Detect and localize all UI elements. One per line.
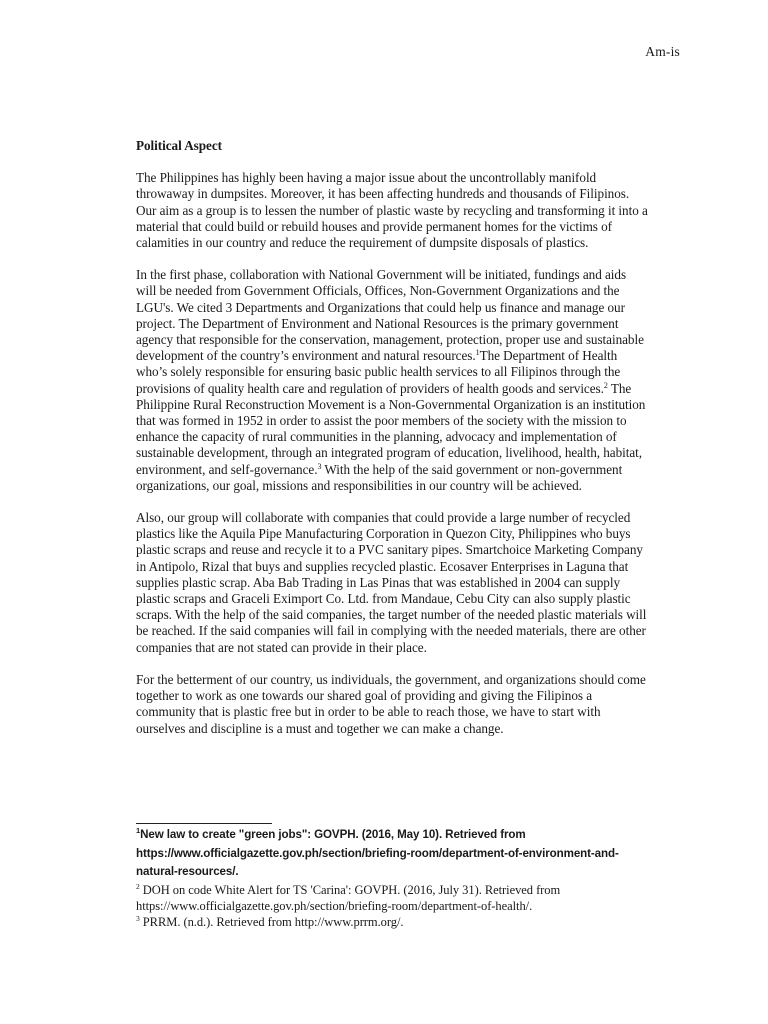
footnote-line bbox=[136, 914, 696, 930]
text-line: sustainable development, through an integrated program of education, livelihood, health, habitat, bbox=[136, 445, 643, 461]
text-line: organizations, our goal, missions and responsibilities in our country will be achieved. bbox=[136, 477, 582, 493]
text-line: companies that are not stated can provide in their place. bbox=[136, 639, 427, 655]
text-line bbox=[136, 462, 681, 478]
paragraph-1 bbox=[136, 170, 681, 251]
text-line: calamities in our country and reduce the requirement of dumpsite disposals of plastics. bbox=[136, 235, 589, 251]
document-body bbox=[136, 138, 681, 753]
text-segment: The Department of Health bbox=[479, 348, 618, 364]
text-line: plastic scraps and Graceli Eximport Co. Ltd. from Mandaue, Cebu City can also supply plastic bbox=[136, 591, 631, 607]
paragraph-3 bbox=[136, 510, 681, 656]
text-line: be reached. If the said companies will fail in complying with the needed materials, there are other bbox=[136, 623, 646, 639]
text-segment: environment, and self-governance. bbox=[136, 461, 318, 477]
footnote-line: natural-resources/. bbox=[136, 865, 239, 878]
footnote-link[interactable]: https://www.officialgazette.gov.ph/section/briefing-room/department-of-health/. bbox=[136, 898, 533, 913]
footnote-mark-2: 2 bbox=[136, 881, 140, 891]
footnote-ref-3[interactable]: 3 bbox=[317, 461, 322, 471]
text-line: LGU's. We cited 3 Departments and Organizations that could help us finance and manage our bbox=[136, 299, 625, 315]
text-segment: development of the country’s environment and natural resources. bbox=[136, 348, 476, 364]
text-line: in Antipolo, Rizal that buys and supplies recycled plastic. Ecosaver Enterprises in Laguna that bbox=[136, 558, 629, 574]
footnote-text: New law to create "green jobs": GOVPH. (2016, May 10). Retrieved from bbox=[140, 828, 526, 841]
footnote-text: DOH on code White Alert for TS 'Carina': GOVPH. (2016, July 31). Retrieved from bbox=[139, 882, 561, 897]
text-line: enhance the capacity of rural communities in the planning, advocacy and implementation of bbox=[136, 429, 617, 445]
text-segment: provisions of quality health care and regulation of providers of health goods and services. bbox=[136, 380, 604, 396]
paragraph-4 bbox=[136, 672, 681, 737]
text-line: plastic scraps and reuse and recycle it to a PVC sanitary pipes. Smartchoice Marketing Company bbox=[136, 542, 643, 558]
footnote-separator bbox=[136, 823, 272, 824]
footnote-link[interactable]: https://www.officialgazette.gov.ph/section/briefing-room/department-of-environment-and- bbox=[136, 846, 619, 860]
footnote-line bbox=[136, 826, 696, 845]
text-segment: With the help of the said government or non-government bbox=[321, 461, 623, 477]
text-line: agency that responsible for the conservation, management, protection, proper use and sustainable bbox=[136, 332, 644, 348]
text-line: In the first phase, collaboration with National Government will be initiated, fundings and aids bbox=[136, 267, 627, 283]
footnote-mark-1: 1 bbox=[136, 826, 141, 835]
text-line: Our aim as a group is to lessen the number of plastic waste by recycling and transforming it into a bbox=[136, 202, 648, 218]
footnote-1 bbox=[136, 826, 696, 882]
text-line: project. The Department of Environment and National Resources is the primary government bbox=[136, 315, 619, 331]
footnote-mark-3: 3 bbox=[136, 913, 140, 923]
footnote-text: PRRM. (n.d.). Retrieved from http://www.prrm.org/. bbox=[139, 914, 404, 929]
text-line: will be needed from Government Officials, Offices, Non-Government Organizations and the bbox=[136, 283, 620, 299]
text-line bbox=[136, 381, 681, 397]
text-line: ourselves and discipline is a must and together we can make a change. bbox=[136, 720, 504, 736]
text-line: supplies plastic scrap. Aba Bab Trading in Las Pinas that was established in 2004 can supply bbox=[136, 574, 621, 590]
footnote-ref-2[interactable]: 2 bbox=[603, 380, 608, 390]
text-line: Also, our group will collaborate with companies that could provide a large number of recycled bbox=[136, 510, 631, 526]
text-line: plastics like the Aquila Pipe Manufacturing Corporation in Quezon City, Philippines who buys bbox=[136, 526, 631, 542]
text-line: community that is plastic free but in order to be able to reach those, we have to start with bbox=[136, 704, 601, 720]
text-line: For the betterment of our country, us individuals, the government, and organizations should come bbox=[136, 671, 646, 687]
header-author: Am-is bbox=[645, 44, 680, 59]
text-line: scraps. With the help of the said companies, the target number of the needed plastic materials will bbox=[136, 607, 647, 623]
paragraph-2 bbox=[136, 267, 681, 494]
text-line: Philippine Rural Reconstruction Movement is a Non-Governmental Organization is an institution bbox=[136, 396, 646, 412]
text-line: The Philippines has highly been having a major issue about the uncontrollably manifold bbox=[136, 170, 597, 186]
footnote-3 bbox=[136, 914, 696, 930]
footnotes bbox=[136, 826, 696, 930]
section-heading: Political Aspect bbox=[136, 138, 223, 153]
text-segment: The bbox=[607, 380, 632, 396]
text-line bbox=[136, 348, 681, 364]
footnote-ref-1[interactable]: 1 bbox=[475, 348, 480, 358]
text-line: together to work as one towards our shared goal of providing and giving the Filipinos a bbox=[136, 688, 593, 704]
footnote-2 bbox=[136, 882, 696, 914]
text-line: who’s solely responsible for ensuring basic public health services to all Filipinos through the bbox=[136, 364, 621, 380]
text-line: material that could build or rebuild houses and provide permanent homes for the victims of bbox=[136, 218, 612, 234]
text-line: throwaway in dumpsites. Moreover, it has been affecting hundreds and thousands of Filipinos. bbox=[136, 186, 630, 202]
footnote-line bbox=[136, 882, 696, 898]
text-line: that was formed in 1952 in order to assist the poor members of the society with the mission to bbox=[136, 413, 627, 429]
